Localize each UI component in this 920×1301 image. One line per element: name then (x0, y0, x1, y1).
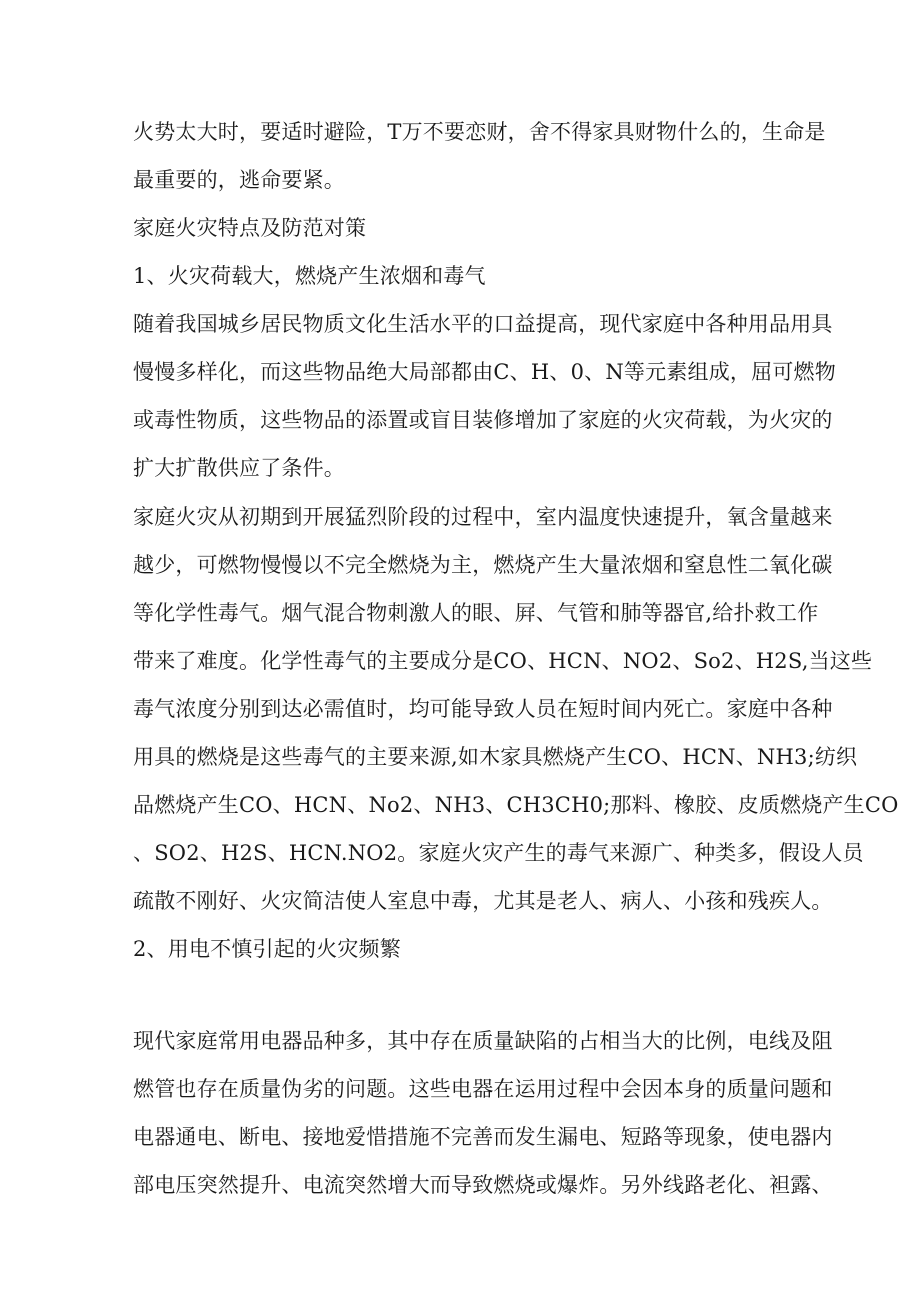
text-line: 扩大扩散供应了条件。 (133, 456, 345, 480)
text-line: 现代家庭常用电器品种多，其中存在质量缺陷的占相当大的比例，电线及阻 (133, 1029, 833, 1053)
text-line: 家庭火灾从初期到开展猛烈阶段的过程中，室内温度快速提升，氧含量越来 (133, 505, 833, 529)
text-line: 慢慢多样化，而这些物品绝大局部都由C、H、0、N等元素组成，屈可燃物 (133, 360, 836, 384)
text-line: 随着我国城乡居民物质文化生活水平的口益提高，现代家庭中各种用品用具 (133, 312, 833, 336)
text-line: 、SO2、H2S、HCN.NO2。家庭火灾产生的毒气来源广、种类多，假设人员 (133, 841, 864, 865)
text-line: 最重要的，逃命要紧。 (133, 168, 345, 192)
subsection-heading: 2、用电不慎引起的火灾频繁 (133, 937, 401, 961)
text-line: 带来了难度。化学性毒气的主要成分是CO、HCN、NO2、So2、H2S,当这些 (133, 649, 873, 673)
subsection-heading: 1、火灾荷载大，燃烧产生浓烟和毒气 (133, 264, 486, 288)
text-line: 燃管也存在质量伪劣的问题。这些电器在运用过程中会因本身的质量问题和 (133, 1077, 833, 1101)
text-line: 或毒性物质，这些物品的添置或盲目装修增加了家庭的火灾荷载，为火灾的 (133, 408, 833, 432)
text-line: 毒气浓度分别到达必需值时，均可能导致人员在短时间内死亡。家庭中各种 (133, 697, 833, 721)
text-line: 部电压突然提升、电流突然增大而导致燃烧或爆炸。另外线路老化、袒露、 (133, 1173, 833, 1197)
text-line: 疏散不刚好、火灾简洁使人室息中毒，尤其是老人、病人、小孩和残疾人。 (133, 889, 833, 913)
text-line: 等化学性毒气。烟气混合物刺激人的眼、屛、气管和肺等器官,给扑救工作 (133, 601, 819, 625)
text-line: 品燃烧产生CO、HCN、No2、NH3、CH3CH0;那料、橡胶、皮质燃烧产生CO (133, 793, 899, 817)
text-line: 火势太大时，要适时避险，T万不要恋财，舍不得家具财物什么的，生命是 (133, 120, 826, 144)
section-heading: 家庭火灾特点及防范对策 (133, 216, 367, 240)
text-line: 用具的燃烧是这些毒气的主要来源,如木家具燃烧产生CO、HCN、NH3;纺织 (133, 745, 858, 769)
text-line: 电器通电、断电、接地爱惜措施不完善而发生漏电、短路等现象，使电器内 (133, 1125, 833, 1149)
text-line: 越少，可燃物慢慢以不完全燃烧为主，燃烧产生大量浓烟和窒息性二氧化碳 (133, 553, 833, 577)
